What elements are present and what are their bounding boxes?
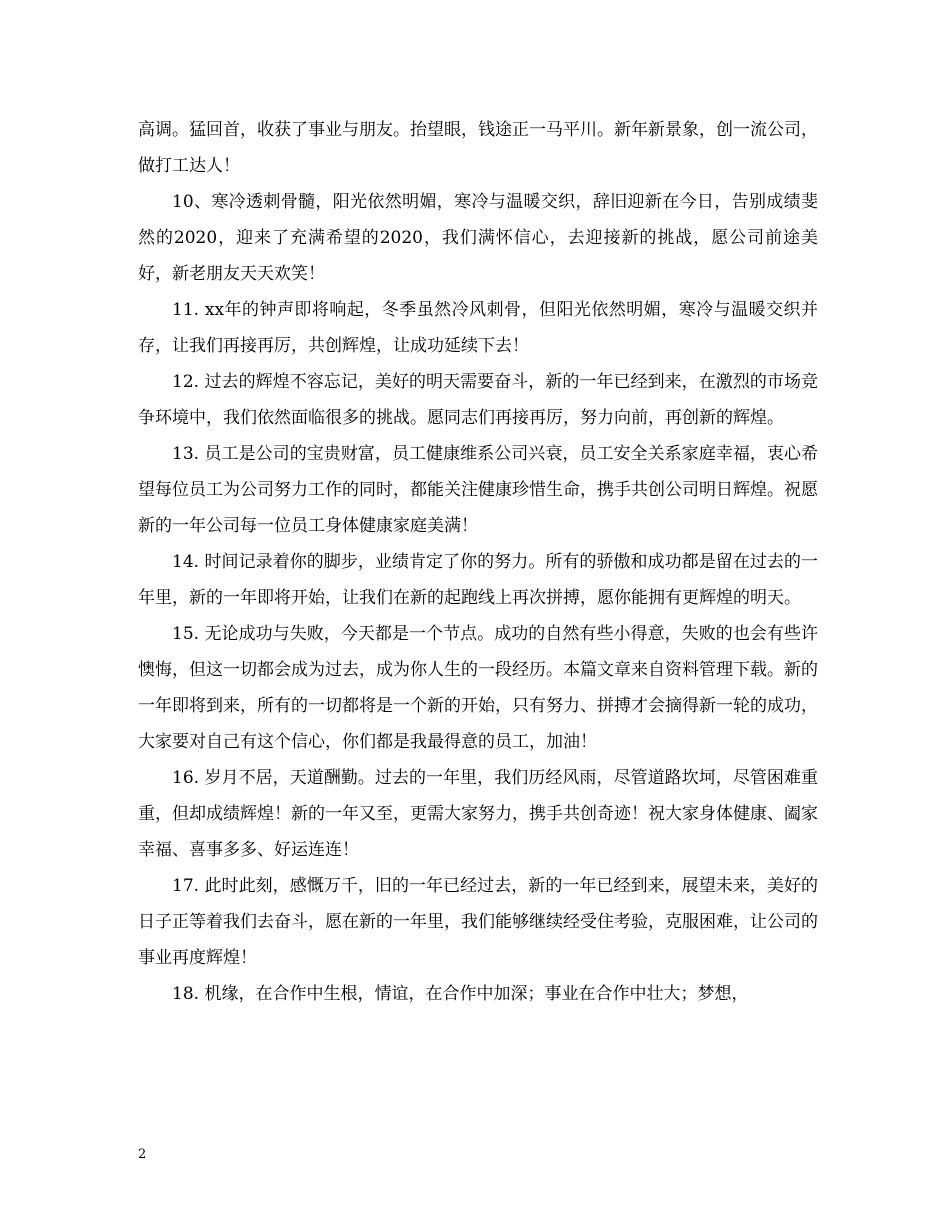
paragraph-item-16: 16. 岁月不居，天道酬勤。过去的一年里，我们历经风雨，尽管道路坎坷，尽管困难重重，但却成绩辉煌！新的一年又至，更需大家努力，携手共创奇迹！祝大家身体健康、阖家幸福、喜事多多、好运连连！ (138, 768, 818, 860)
paragraph-item-15: 15. 无论成功与失败，今天都是一个节点。成功的自然有些小得意，失败的也会有些许懊悔，但这一切都会成为过去，成为你人生的一段经历。本篇文章来自资料管理下载。新的一年即将到来，所有的一切都将是一个新的开始，只有努力、拼搏才会摘得新一轮的成功，大家要对自己有这个信心，你们都是我最得意的员工，加油！ (138, 624, 818, 752)
paragraph-continuation: 高调。猛回首，收获了事业与朋友。抬望眼，钱途正一马平川。新年新景象，创一流公司，做打工达人！ (138, 120, 818, 176)
paragraph-item-13: 13. 员工是公司的宝贵财富，员工健康维系公司兴衰，员工安全关系家庭幸福，衷心希望每位员工为公司努力工作的同时，都能关注健康珍惜生命，携手共创公司明日辉煌。祝愿新的一年公司每一位员工身体健康家庭美满！ (138, 444, 818, 536)
paragraph-item-10: 10、寒冷透刺骨髓，阳光依然明媚，寒冷与温暖交织，辞旧迎新在今日，告别成绩斐然的2020，迎来了充满希望的2020，我们满怀信心，去迎接新的挑战，愿公司前途美好，新老朋友天天欢笑！ (138, 192, 818, 284)
paragraph-item-18: 18. 机缘，在合作中生根，情谊，在合作中加深；事业在合作中壮大；梦想， (172, 984, 749, 1004)
paragraph-item-12: 12. 过去的辉煌不容忘记，美好的明天需要奋斗，新的一年已经到来，在激烈的市场竞争环境中，我们依然面临很多的挑战。愿同志们再接再厉，努力向前，再创新的辉煌。 (138, 372, 818, 428)
paragraph-item-11: 11. xx年的钟声即将响起，冬季虽然冷风刺骨，但阳光依然明媚，寒冷与温暖交织并存，让我们再接再厉，共创辉煌，让成功延续下去！ (138, 300, 818, 356)
document-body (138, 112, 818, 1012)
paragraph-item-14: 14. 时间记录着你的脚步，业绩肯定了你的努力。所有的骄傲和成功都是留在过去的一年里，新的一年即将开始，让我们在新的起跑线上再次拼搏，愿你能拥有更辉煌的明天。 (138, 552, 818, 608)
paragraph-item-17: 17. 此时此刻，感慨万千，旧的一年已经过去，新的一年已经到来，展望未来，美好的日子正等着我们去奋斗，愿在新的一年里，我们能够继续经受住考验，克服困难，让公司的事业再度辉煌！ (138, 876, 818, 968)
page-number: 2 (138, 1147, 147, 1162)
